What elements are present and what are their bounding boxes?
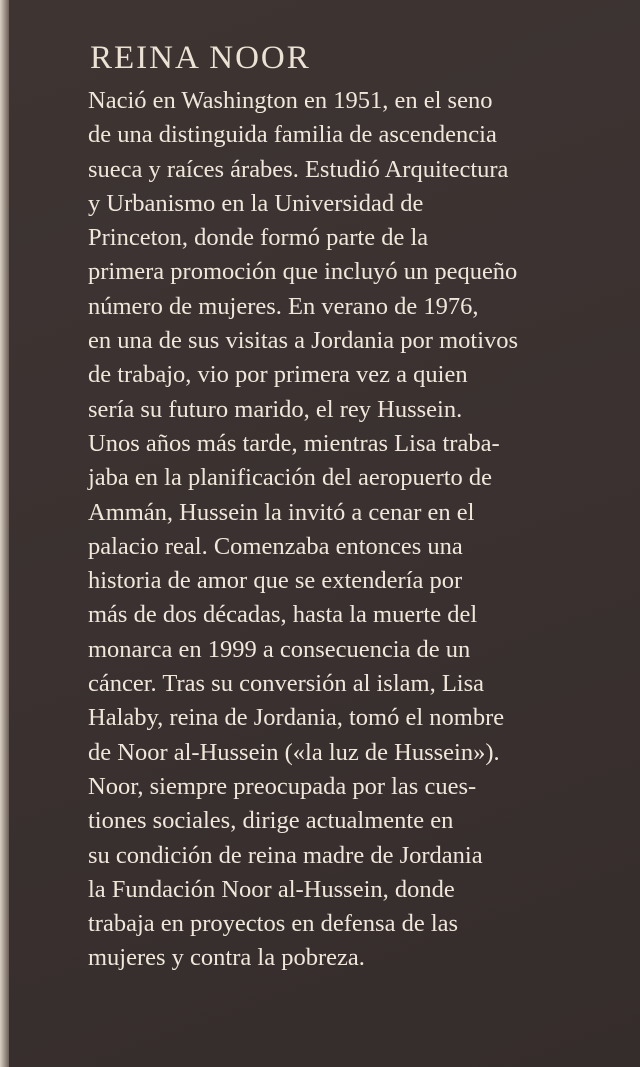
text-line: Princeton, donde formó parte de la <box>88 224 429 252</box>
text-line: primera promoción que incluyó un pequeño <box>88 258 518 286</box>
section-title: REINA NOOR <box>90 40 311 76</box>
text-line: de trabajo, vio por primera vez a quien <box>88 361 468 389</box>
text-line: Nació en Washington en 1951, en el seno <box>88 87 493 114</box>
text-line: trabaja en proyectos en defensa de las <box>88 910 459 938</box>
text-line: Halaby, reina de Jordania, tomó el nombre <box>88 704 505 732</box>
text-line: sueca y raíces árabes. Estudió Arquitectura <box>88 155 509 183</box>
page-edge <box>0 0 9 1067</box>
text-line: número de mujeres. En verano de 1976, <box>88 292 479 320</box>
text-line: monarca en 1999 a consecuencia de un <box>88 635 471 663</box>
text-line: Ammán, Hussein la invitó a cenar en el <box>88 498 475 526</box>
text-line: mujeres y contra la pobreza. <box>88 944 365 972</box>
text-line: de Noor al-Hussein («la luz de Hussein»). <box>88 738 500 766</box>
text-line: en una de sus visitas a Jordania por motivos <box>88 327 519 355</box>
text-line: la Fundación Noor al-Hussein, donde <box>88 875 455 903</box>
text-line: sería su futuro marido, el rey Hussein. <box>88 395 463 423</box>
text-line: jaba en la planificación del aeropuerto de <box>88 464 493 492</box>
text-line: y Urbanismo en la Universidad de <box>88 189 424 217</box>
text-line: palacio real. Comenzaba entonces una <box>88 532 463 560</box>
text-line: Noor, siempre preocupada por las cues- <box>88 772 477 800</box>
text-line: historia de amor que se extendería por <box>88 567 463 595</box>
text-line: tiones sociales, dirige actualmente en <box>88 807 454 835</box>
text-line: de una distinguida familia de ascendencia <box>88 121 497 149</box>
text-line: más de dos décadas, hasta la muerte del <box>88 601 478 629</box>
text-line: su condición de reina madre de Jordania <box>88 841 483 869</box>
biography-text <box>88 84 628 976</box>
text-line: cáncer. Tras su conversión al islam, Lisa <box>88 670 485 698</box>
text-line: Unos años más tarde, mientras Lisa traba- <box>88 429 500 457</box>
